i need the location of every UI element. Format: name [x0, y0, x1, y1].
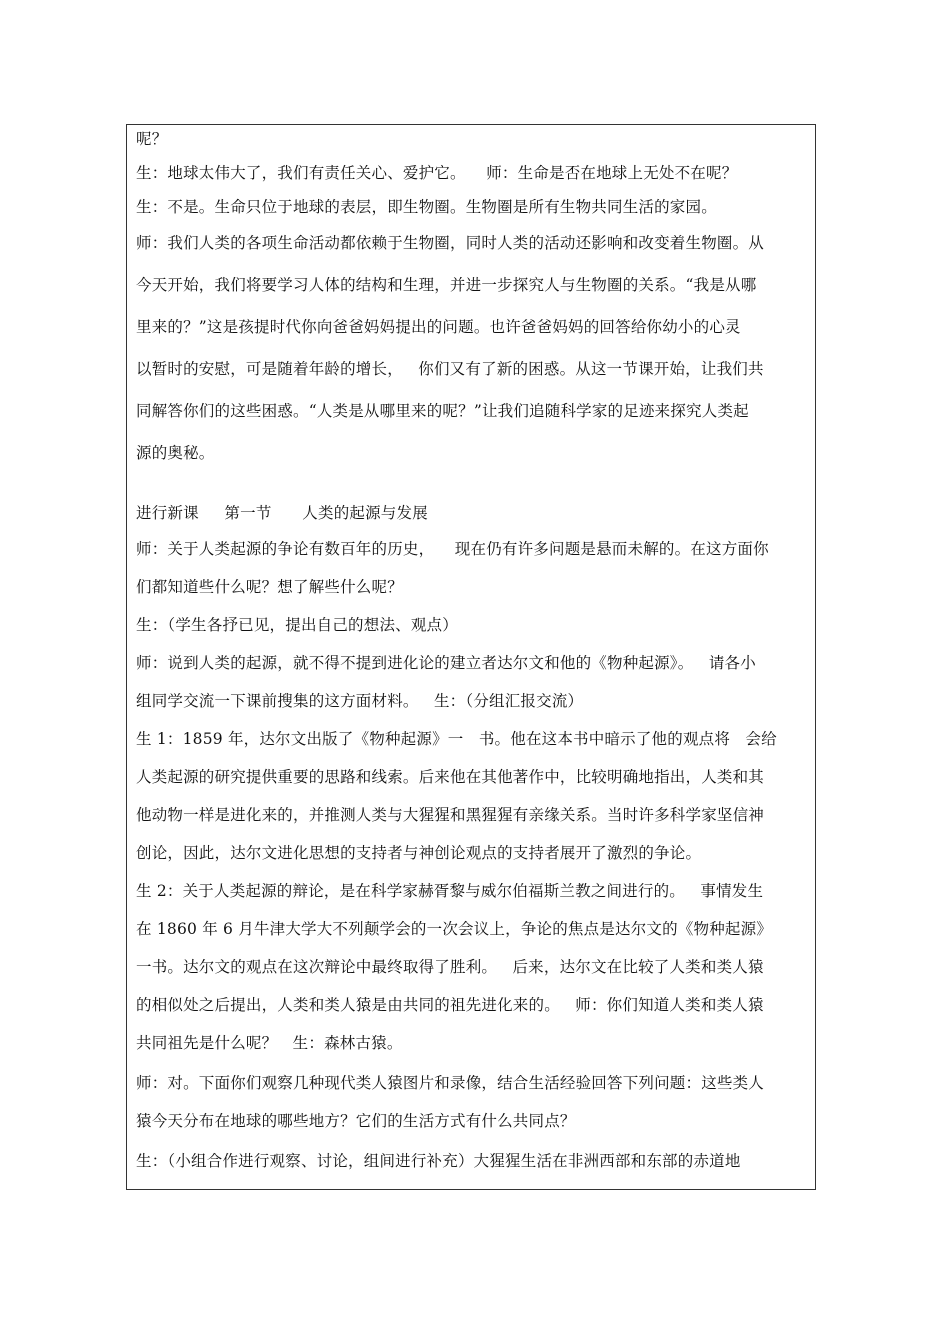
text-line: 生：不是。生命只位于地球的表层，即生物圈。生物圈是所有生物共同生活的家园。 [136, 198, 717, 216]
text-line: 呢？ [136, 130, 168, 148]
text-line: 生：（小组合作进行观察、讨论，组间进行补充）大猩猩生活在非洲西部和东部的赤道地 [136, 1152, 741, 1170]
text-line: 创论，因此，达尔文进化思想的支持者与神创论观点的支持者展开了激烈的争论。 [136, 844, 702, 862]
text-line: 他动物一样是进化来的，并推测人类与大猩猩和黑猩猩有亲缘关系。当时许多科学家坚信神 [136, 806, 765, 824]
text-line: 生 1：1859 年，达尔文出版了《物种起源》一 书。他在这本书中暗示了他的观点将 会给 [136, 730, 777, 748]
text-line: 以暂时的安慰，可是随着年龄的增长， 你们又有了新的困惑。从这一节课开始，让我们共 [136, 360, 764, 378]
text-line: 人类起源的研究提供重要的思路和线索。后来他在其他著作中，比较明确地指出，人类和其 [136, 768, 765, 786]
text-line: 共同祖先是什么呢？ 生：森林古猿。 [136, 1034, 403, 1052]
text-line: 师：对。下面你们观察几种现代类人猿图片和录像，结合生活经验回答下列问题：这些类人 [136, 1074, 765, 1092]
text-line: 师：关于人类起源的争论有数百年的历史， 现在仍有许多问题是悬而未解的。在这方面你 [136, 540, 769, 558]
text-line: 组同学交流一下课前搜集的这方面材料。 生：（分组汇报交流） [136, 692, 584, 710]
text-line: 的相似处之后提出，人类和类人猿是由共同的祖先进化来的。 师：你们知道人类和类人猿 [136, 996, 764, 1014]
text-line: 猿今天分布在地球的哪些地方？它们的生活方式有什么共同点？ [136, 1112, 576, 1130]
text-line: 里来的？”这是孩提时代你向爸爸妈妈提出的问题。也许爸爸妈妈的回答给你幼小的心灵 [136, 318, 741, 336]
document-table-cell [126, 124, 816, 1190]
text-line: 生：（学生各抒已见，提出自己的想法、观点） [136, 616, 458, 634]
text-line: 生 2：关于人类起源的辩论，是在科学家赫胥黎与威尔伯福斯兰教之间进行的。 事情发生 [136, 882, 764, 900]
text-line: 生：地球太伟大了，我们有责任关心、爱护它。 师：生命是否在地球上无处不在呢？ [136, 164, 738, 182]
text-line: 同解答你们的这些困惑。“人类是从哪里来的呢？”让我们追随科学家的足迹来探究人类起 [136, 402, 749, 420]
text-line: 师：说到人类的起源，就不得不提到进化论的建立者达尔文和他的《物种起源》。 请各小 [136, 654, 756, 672]
text-line: 一书。达尔文的观点在这次辩论中最终取得了胜利。 后来，达尔文在比较了人类和类人猿 [136, 958, 764, 976]
text-line: 们都知道些什么呢？想了解些什么呢？ [136, 578, 403, 596]
section-heading: 进行新课 第一节 人类的起源与发展 [136, 504, 428, 522]
text-line: 师：我们人类的各项生命活动都依赖于生物圈，同时人类的活动还影响和改变着生物圈。从 [136, 234, 765, 252]
text-line: 源的奥秘。 [136, 444, 215, 462]
text-line: 在 1860 年 6 月牛津大学大不列颠学会的一次会议上，争论的焦点是达尔文的《物种起源》 [136, 920, 773, 938]
text-line: 今天开始，我们将要学习人体的结构和生理，并进一步探究人与生物圈的关系。“我是从哪 [136, 276, 757, 294]
